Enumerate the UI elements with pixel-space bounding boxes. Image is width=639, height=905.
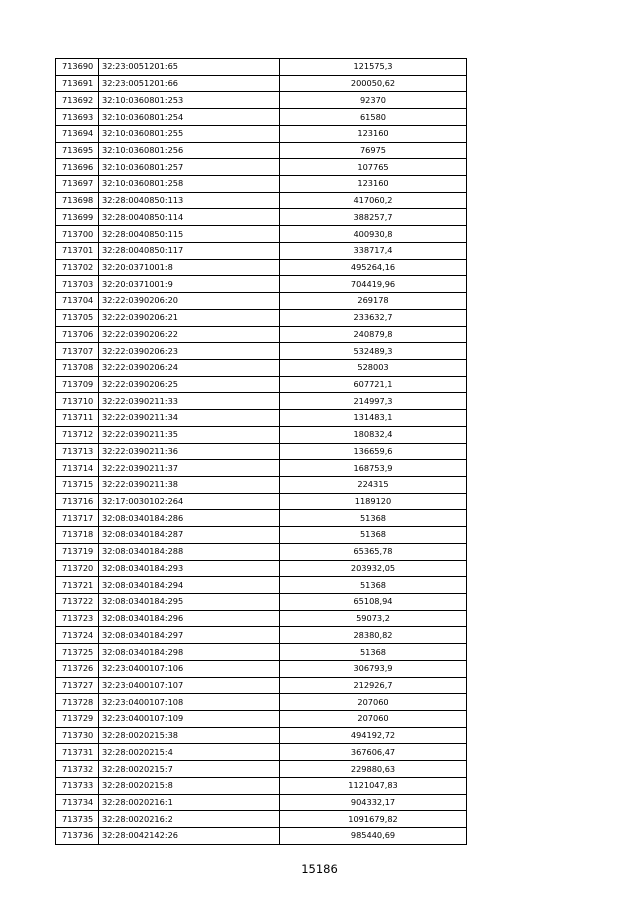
table-row xyxy=(56,577,467,594)
row-number-cell: 713725 xyxy=(56,644,99,661)
cadastral-number-cell: 32:28:0020215:38 xyxy=(99,727,280,744)
table-row xyxy=(56,811,467,828)
value-cell: 495264,16 xyxy=(280,259,467,276)
row-number-cell: 713713 xyxy=(56,443,99,460)
cadastral-number-cell: 32:08:0340184:288 xyxy=(99,543,280,560)
row-number-cell: 713733 xyxy=(56,777,99,794)
value-cell: 985440,69 xyxy=(280,828,467,845)
table-row xyxy=(56,326,467,343)
value-cell: 180832,4 xyxy=(280,426,467,443)
value-cell: 51368 xyxy=(280,644,467,661)
row-number-cell: 713722 xyxy=(56,594,99,611)
value-cell: 224315 xyxy=(280,476,467,493)
row-number-cell: 713718 xyxy=(56,527,99,544)
value-cell: 212926,7 xyxy=(280,677,467,694)
row-number-cell: 713729 xyxy=(56,711,99,728)
table-row xyxy=(56,92,467,109)
table-row xyxy=(56,125,467,142)
row-number-cell: 713711 xyxy=(56,410,99,427)
cadastral-number-cell: 32:08:0340184:286 xyxy=(99,510,280,527)
value-cell: 200050,62 xyxy=(280,75,467,92)
table-row xyxy=(56,443,467,460)
table-row xyxy=(56,543,467,560)
table-row xyxy=(56,293,467,310)
value-cell: 65365,78 xyxy=(280,543,467,560)
row-number-cell: 713708 xyxy=(56,359,99,376)
table-row xyxy=(56,694,467,711)
row-number-cell: 713700 xyxy=(56,226,99,243)
table-row xyxy=(56,476,467,493)
table-row xyxy=(56,159,467,176)
value-cell: 61580 xyxy=(280,109,467,126)
cadastral-number-cell: 32:22:0390206:25 xyxy=(99,376,280,393)
table-row xyxy=(56,242,467,259)
row-number-cell: 713736 xyxy=(56,828,99,845)
cadastral-number-cell: 32:22:0390211:33 xyxy=(99,393,280,410)
table-row xyxy=(56,777,467,794)
value-cell: 388257,7 xyxy=(280,209,467,226)
value-cell: 214997,3 xyxy=(280,393,467,410)
value-cell: 123160 xyxy=(280,176,467,193)
row-number-cell: 713691 xyxy=(56,75,99,92)
row-number-cell: 713695 xyxy=(56,142,99,159)
cadastral-number-cell: 32:08:0340184:296 xyxy=(99,610,280,627)
value-cell: 51368 xyxy=(280,527,467,544)
value-cell: 240879,8 xyxy=(280,326,467,343)
row-number-cell: 713697 xyxy=(56,176,99,193)
table-row xyxy=(56,209,467,226)
row-number-cell: 713703 xyxy=(56,276,99,293)
cadastral-number-cell: 32:20:0371001:8 xyxy=(99,259,280,276)
cadastral-number-cell: 32:22:0390211:37 xyxy=(99,460,280,477)
row-number-cell: 713735 xyxy=(56,811,99,828)
cadastral-number-cell: 32:28:0020216:1 xyxy=(99,794,280,811)
table-row xyxy=(56,142,467,159)
table-row xyxy=(56,59,467,76)
table-row xyxy=(56,359,467,376)
row-number-cell: 713707 xyxy=(56,343,99,360)
row-number-cell: 713698 xyxy=(56,192,99,209)
row-number-cell: 713702 xyxy=(56,259,99,276)
row-number-cell: 713699 xyxy=(56,209,99,226)
cadastral-number-cell: 32:22:0390206:22 xyxy=(99,326,280,343)
row-number-cell: 713717 xyxy=(56,510,99,527)
cadastral-number-cell: 32:23:0400107:107 xyxy=(99,677,280,694)
value-cell: 607721,1 xyxy=(280,376,467,393)
table-row xyxy=(56,109,467,126)
table-row xyxy=(56,794,467,811)
table-row xyxy=(56,460,467,477)
row-number-cell: 713696 xyxy=(56,159,99,176)
table-row xyxy=(56,343,467,360)
value-cell: 338717,4 xyxy=(280,242,467,259)
cadastral-number-cell: 32:10:0360801:257 xyxy=(99,159,280,176)
value-cell: 528003 xyxy=(280,359,467,376)
table-row xyxy=(56,610,467,627)
value-cell: 400930,8 xyxy=(280,226,467,243)
table-row xyxy=(56,393,467,410)
cadastral-number-cell: 32:28:0020216:2 xyxy=(99,811,280,828)
row-number-cell: 713715 xyxy=(56,476,99,493)
row-number-cell: 713721 xyxy=(56,577,99,594)
value-cell: 417060,2 xyxy=(280,192,467,209)
cadastral-number-cell: 32:17:0030102:264 xyxy=(99,493,280,510)
value-cell: 123160 xyxy=(280,125,467,142)
value-cell: 704419,96 xyxy=(280,276,467,293)
cadastral-number-cell: 32:23:0400107:106 xyxy=(99,660,280,677)
cadastral-number-cell: 32:08:0340184:294 xyxy=(99,577,280,594)
row-number-cell: 713709 xyxy=(56,376,99,393)
table-row xyxy=(56,192,467,209)
value-cell: 59073,2 xyxy=(280,610,467,627)
value-cell: 367606,47 xyxy=(280,744,467,761)
value-cell: 269178 xyxy=(280,293,467,310)
table-row xyxy=(56,510,467,527)
cadastral-number-cell: 32:23:0051201:65 xyxy=(99,59,280,76)
row-number-cell: 713731 xyxy=(56,744,99,761)
value-cell: 92370 xyxy=(280,92,467,109)
table-row xyxy=(56,75,467,92)
table-row xyxy=(56,744,467,761)
value-cell: 1091679,82 xyxy=(280,811,467,828)
table-row xyxy=(56,727,467,744)
cadastral-number-cell: 32:10:0360801:258 xyxy=(99,176,280,193)
row-number-cell: 713730 xyxy=(56,727,99,744)
value-cell: 136659,6 xyxy=(280,443,467,460)
cadastral-number-cell: 32:08:0340184:295 xyxy=(99,594,280,611)
value-cell: 131483,1 xyxy=(280,410,467,427)
row-number-cell: 713693 xyxy=(56,109,99,126)
value-cell: 306793,9 xyxy=(280,660,467,677)
value-cell: 65108,94 xyxy=(280,594,467,611)
cadastral-number-cell: 32:22:0390211:35 xyxy=(99,426,280,443)
value-cell: 233632,7 xyxy=(280,309,467,326)
cadastral-number-cell: 32:10:0360801:256 xyxy=(99,142,280,159)
row-number-cell: 713692 xyxy=(56,92,99,109)
cadastral-number-cell: 32:23:0051201:66 xyxy=(99,75,280,92)
cadastral-number-cell: 32:10:0360801:253 xyxy=(99,92,280,109)
row-number-cell: 713712 xyxy=(56,426,99,443)
row-number-cell: 713732 xyxy=(56,761,99,778)
table-row xyxy=(56,627,467,644)
cadastral-number-cell: 32:22:0390211:36 xyxy=(99,443,280,460)
row-number-cell: 713704 xyxy=(56,293,99,310)
value-cell: 532489,3 xyxy=(280,343,467,360)
table-row xyxy=(56,276,467,293)
cadastral-number-cell: 32:28:0040850:113 xyxy=(99,192,280,209)
row-number-cell: 713727 xyxy=(56,677,99,694)
cadastral-number-cell: 32:08:0340184:297 xyxy=(99,627,280,644)
cadastral-number-cell: 32:28:0040850:115 xyxy=(99,226,280,243)
row-number-cell: 713705 xyxy=(56,309,99,326)
table-row xyxy=(56,259,467,276)
table-row xyxy=(56,176,467,193)
table-row xyxy=(56,594,467,611)
cadastral-number-cell: 32:22:0390206:21 xyxy=(99,309,280,326)
table-row xyxy=(56,828,467,845)
row-number-cell: 713719 xyxy=(56,543,99,560)
table-row xyxy=(56,410,467,427)
table-row xyxy=(56,711,467,728)
row-number-cell: 713720 xyxy=(56,560,99,577)
row-number-cell: 713690 xyxy=(56,59,99,76)
table-row xyxy=(56,761,467,778)
cadastral-number-cell: 32:10:0360801:255 xyxy=(99,125,280,142)
row-number-cell: 713694 xyxy=(56,125,99,142)
value-cell: 1189120 xyxy=(280,493,467,510)
cadastral-number-cell: 32:10:0360801:254 xyxy=(99,109,280,126)
cadastral-number-cell: 32:23:0400107:108 xyxy=(99,694,280,711)
value-cell: 229880,63 xyxy=(280,761,467,778)
value-cell: 51368 xyxy=(280,510,467,527)
value-cell: 207060 xyxy=(280,711,467,728)
value-cell: 904332,17 xyxy=(280,794,467,811)
value-cell: 168753,9 xyxy=(280,460,467,477)
table-row xyxy=(56,493,467,510)
table-row xyxy=(56,309,467,326)
row-number-cell: 713734 xyxy=(56,794,99,811)
value-cell: 203932,05 xyxy=(280,560,467,577)
cadastral-number-cell: 32:08:0340184:298 xyxy=(99,644,280,661)
row-number-cell: 713724 xyxy=(56,627,99,644)
row-number-cell: 713723 xyxy=(56,610,99,627)
cadastral-number-cell: 32:08:0340184:293 xyxy=(99,560,280,577)
table-row xyxy=(56,376,467,393)
registry-table-body xyxy=(56,59,467,845)
value-cell: 51368 xyxy=(280,577,467,594)
table-row xyxy=(56,677,467,694)
cadastral-number-cell: 32:22:0390211:34 xyxy=(99,410,280,427)
table-row xyxy=(56,426,467,443)
row-number-cell: 713706 xyxy=(56,326,99,343)
value-cell: 494192,72 xyxy=(280,727,467,744)
cadastral-number-cell: 32:20:0371001:9 xyxy=(99,276,280,293)
value-cell: 107765 xyxy=(280,159,467,176)
row-number-cell: 713726 xyxy=(56,660,99,677)
value-cell: 121575,3 xyxy=(280,59,467,76)
cadastral-number-cell: 32:22:0390206:24 xyxy=(99,359,280,376)
table-row xyxy=(56,226,467,243)
value-cell: 28380,82 xyxy=(280,627,467,644)
cadastral-number-cell: 32:08:0340184:287 xyxy=(99,527,280,544)
cadastral-number-cell: 32:28:0020215:4 xyxy=(99,744,280,761)
value-cell: 1121047,83 xyxy=(280,777,467,794)
value-cell: 207060 xyxy=(280,694,467,711)
row-number-cell: 713714 xyxy=(56,460,99,477)
cadastral-number-cell: 32:22:0390206:20 xyxy=(99,293,280,310)
value-cell: 76975 xyxy=(280,142,467,159)
cadastral-number-cell: 32:22:0390206:23 xyxy=(99,343,280,360)
cadastral-number-cell: 32:28:0040850:114 xyxy=(99,209,280,226)
cadastral-number-cell: 32:28:0040850:117 xyxy=(99,242,280,259)
table-row xyxy=(56,560,467,577)
registry-table xyxy=(55,58,467,845)
row-number-cell: 713701 xyxy=(56,242,99,259)
row-number-cell: 713716 xyxy=(56,493,99,510)
cadastral-number-cell: 32:23:0400107:109 xyxy=(99,711,280,728)
cadastral-number-cell: 32:28:0020215:8 xyxy=(99,777,280,794)
table-row xyxy=(56,644,467,661)
cadastral-number-cell: 32:28:0020215:7 xyxy=(99,761,280,778)
cadastral-number-cell: 32:28:0042142:26 xyxy=(99,828,280,845)
row-number-cell: 713728 xyxy=(56,694,99,711)
table-row xyxy=(56,527,467,544)
row-number-cell: 713710 xyxy=(56,393,99,410)
cadastral-number-cell: 32:22:0390211:38 xyxy=(99,476,280,493)
page-number: 15186 xyxy=(301,862,338,876)
table-row xyxy=(56,660,467,677)
